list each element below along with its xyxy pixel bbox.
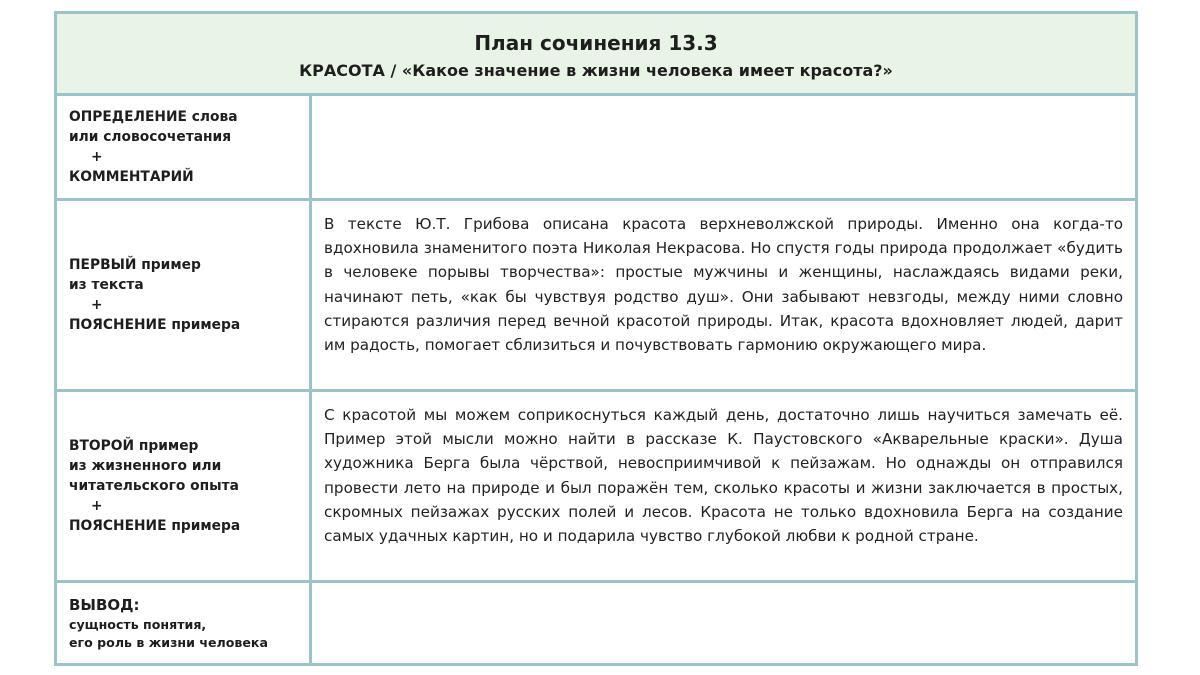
label-line: ВТОРОЙ пример <box>69 438 199 454</box>
row-second-example-text: С красотой мы можем соприкоснуться каждый день, достаточно лишь научиться замечать её. Пример этой мысли можно найти в рассказе К. Паустовского «Акварельные краски». Душа художника Берга была чёрствой, невосприимчивой к пейзажам. Но однажды он отправился провести лето на природе и был поражён тем, сколько красоты и жизни заключается в простых, скромных пейзажах русских полей и лесов. Красота не только вдохновила Берга на создание самых удачных картин, но и подарила чувство глубокой любви к родной стране. <box>324 406 1123 546</box>
label-line: его роль в жизни человека <box>69 634 268 650</box>
label-line: ПОЯСНЕНИЕ примера <box>69 518 241 534</box>
label-line: ОПРЕДЕЛЕНИЕ слова <box>69 109 238 125</box>
label-line: или словосочетания <box>69 129 232 145</box>
plan-subtitle: КРАСОТА / «Какое значение в жизни человека имеет красота?» <box>299 61 893 80</box>
label-line: из текста <box>69 277 144 293</box>
table-header <box>57 14 1135 93</box>
label-line: ВЫВОД: <box>69 595 140 614</box>
plan-title: План сочинения 13.3 <box>474 31 718 55</box>
row-conclusion-content <box>312 583 1135 663</box>
essay-plan-table <box>54 11 1138 666</box>
row-conclusion-label <box>57 583 309 663</box>
label-line: из жизненного или <box>69 458 222 474</box>
plus-sign: + <box>91 149 103 165</box>
plus-sign: + <box>91 297 103 313</box>
label-line: ПЕРВЫЙ пример <box>69 257 201 273</box>
row-definition-label <box>57 96 309 198</box>
row-second-example-label <box>57 392 309 580</box>
label-line: КОММЕНТАРИЙ <box>69 169 194 185</box>
row-first-example-text: В тексте Ю.Т. Грибова описана красота верхневолжской природы. Именно она когда-то вдохновила знаменитого поэта Николая Некрасова. Но спустя годы природа продолжает «будить в человеке порывы творчества»: простые мужчины и женщины, наслаждаясь видами реки, начинают петь, «как бы чувствуя родство душ». Они забывают невзгоды, между ними словно стираются различия перед вечной красотой природы. Итак, красота вдохновляет людей, дарит им радость, помогает сблизиться и почувствовать гармонию окружающего мира. <box>324 215 1123 355</box>
label-line: сущность понятия, <box>69 616 207 632</box>
plus-sign: + <box>91 498 103 514</box>
label-line: ПОЯСНЕНИЕ примера <box>69 317 241 333</box>
row-first-example-label <box>57 201 309 389</box>
label-line: читательского опыта <box>69 478 239 494</box>
row-definition-content <box>312 96 1135 198</box>
